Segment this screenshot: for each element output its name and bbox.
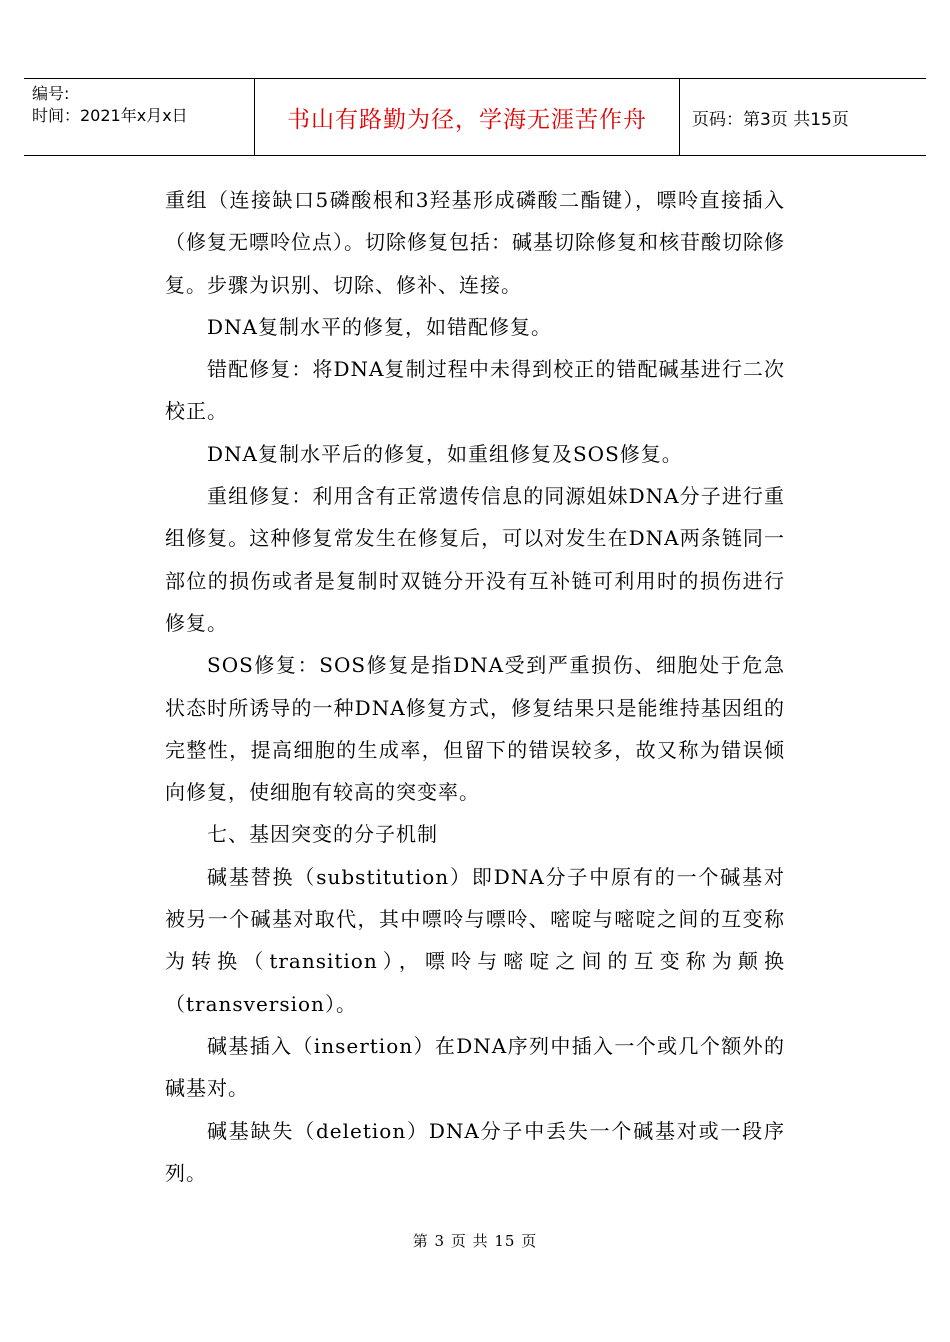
header-motto: 书山有路勤为径，学海无涯苦作舟	[254, 79, 680, 155]
document-time: 时间：2021年x月x日	[32, 106, 188, 125]
paragraph: DNA复制水平的修复，如错配修复。	[207, 314, 552, 339]
document-number-label: 编号:	[32, 84, 70, 103]
page-footer: 第 3 页 共 15 页	[412, 1232, 538, 1250]
paragraph: 错配修复：将DNA复制过程中未得到校正的错配碱基进行二次校正。	[165, 357, 785, 424]
paragraph: 碱基插入（insertion）在DNA序列中插入一个或几个额外的碱基对。	[165, 1033, 785, 1101]
paragraph: 碱基缺失（deletion）DNA分子中丢失一个碱基对或一段序列。	[165, 1118, 785, 1185]
section-heading: 七、基因突变的分子机制	[207, 822, 438, 847]
paragraph: DNA复制水平后的修复，如重组修复及SOS修复。	[207, 441, 683, 466]
header-page-code: 页码：第3页 共15页	[692, 109, 849, 130]
paragraph: SOS修复：SOS修复是指DNA受到严重损伤、细胞处于危急状态时所诱导的一种DNA修复方式，修复结果只是能维持基因组的完整性，提高细胞的生成率，但留下的错误较多，故又称为错误倾向修复，使细胞有较高的突变率。	[165, 653, 785, 805]
paragraph: 重组修复：利用含有正常遗传信息的同源姐妹DNA分子进行重组修复。这种修复常发生在修复后，可以对发生在DNA两条链同一部位的损伤或者是复制时双链分开没有互补链可利用时的损伤进行修复。	[165, 484, 785, 635]
document-body	[165, 179, 785, 1194]
paragraph: 碱基替换（substitution）即DNA分子中原有的一个碱基对被另一个碱基对取代，其中嘌呤与嘌呤、嘧啶与嘧啶之间的互变称为转换（transition），嘌呤与嘧啶之间的互变称为颠换（transversion）。	[165, 864, 785, 1016]
header-meta	[24, 79, 254, 155]
document-header	[24, 78, 926, 156]
paragraph: 重组（连接缺口5磷酸根和3羟基形成磷酸二酯键），嘌呤直接插入（修复无嘌呤位点）。切除修复包括：碱基切除修复和核苷酸切除修复。步骤为识别、切除、修补、连接。	[165, 188, 785, 297]
